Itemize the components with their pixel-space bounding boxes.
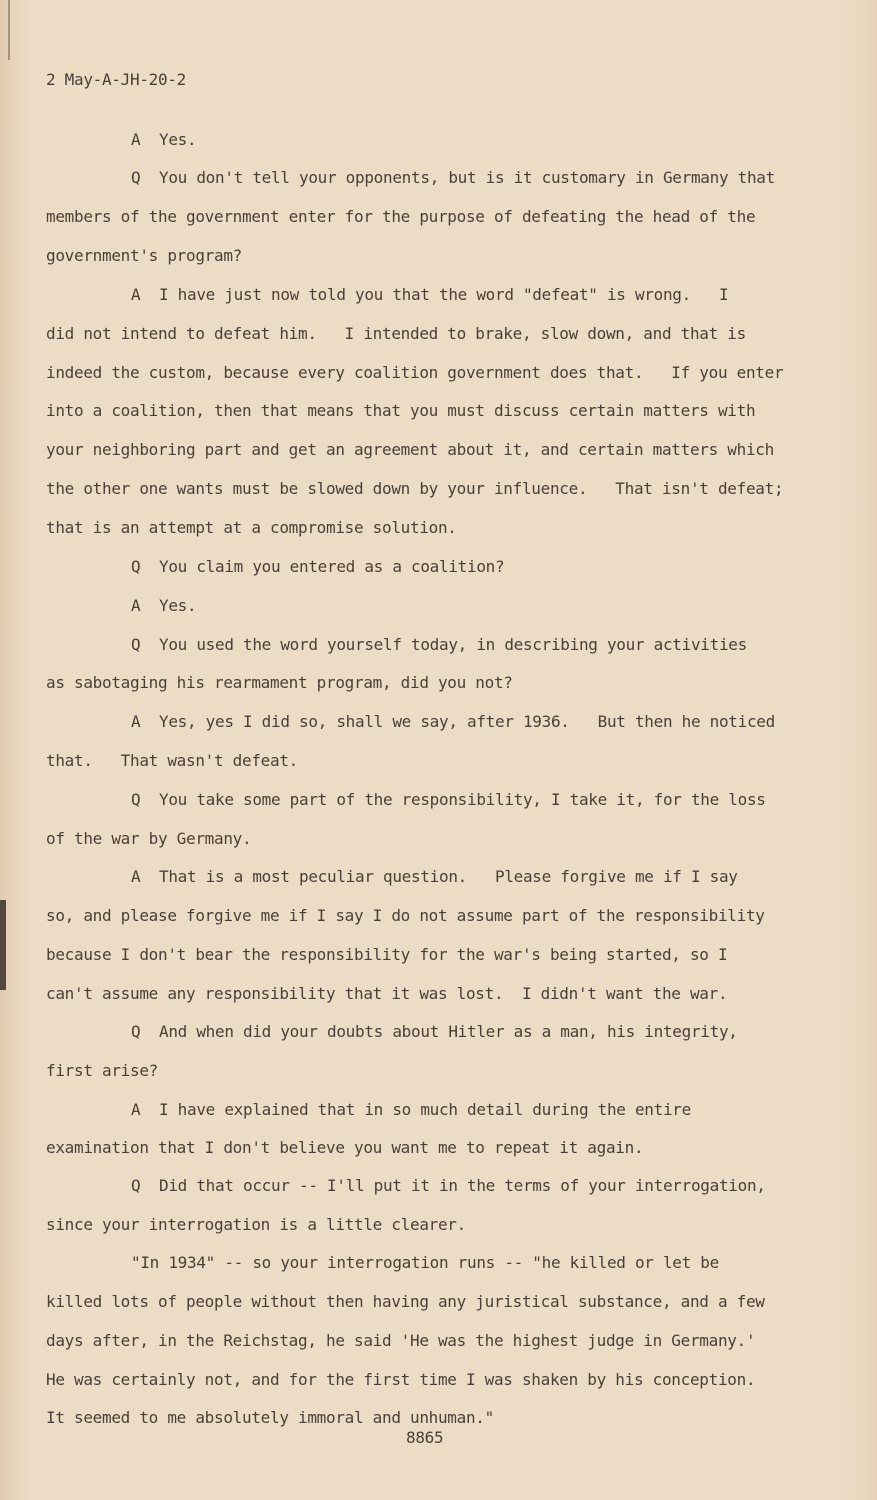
text-line: killed lots of people without then having any juristical substance, and a few — [46, 1292, 765, 1311]
text-line: because I don't bear the responsibility for the war's being started, so I — [46, 945, 728, 964]
text-line: A Yes. — [131, 596, 197, 615]
text-line: Q You take some part of the responsibility, I take it, for the loss — [131, 790, 766, 809]
text-line: the other one wants must be slowed down by your influence. That isn't defeat; — [46, 479, 784, 498]
text-line: government's program? — [46, 246, 242, 265]
text-line: "In 1934" -- so your interrogation runs -- "he killed or let be — [131, 1253, 719, 1272]
text-line: into a coalition, then that means that you must discuss certain matters with — [46, 401, 756, 420]
text-line: members of the government enter for the purpose of defeating the head of the — [46, 207, 756, 226]
text-line: Q You claim you entered as a coalition? — [131, 557, 505, 576]
text-line: It seemed to me absolutely immoral and unhuman." — [46, 1408, 494, 1427]
header-ref: 2 May-A-JH-20-2 — [46, 70, 186, 89]
text-line: A Yes, yes I did so, shall we say, after 1936. But then he noticed — [131, 712, 775, 731]
text-line: did not intend to defeat him. I intended to brake, slow down, and that is — [46, 324, 746, 343]
text-line: that. That wasn't defeat. — [46, 751, 298, 770]
text-line: days after, in the Reichstag, he said 'He was the highest judge in Germany.' — [46, 1331, 756, 1350]
text-line: Q Did that occur -- I'll put it in the terms of your interrogation, — [131, 1176, 766, 1195]
text-line: since your interrogation is a little clearer. — [46, 1215, 466, 1234]
text-line: indeed the custom, because every coalition government does that. If you enter — [46, 363, 784, 382]
text-line: that is an attempt at a compromise solution. — [46, 518, 457, 537]
text-line: of the war by Germany. — [46, 829, 252, 848]
text-line: A That is a most peculiar question. Please forgive me if I say — [131, 867, 738, 886]
text-line: so, and please forgive me if I say I do not assume part of the responsibility — [46, 906, 765, 925]
text-line: Q And when did your doubts about Hitler as a man, his integrity, — [131, 1022, 738, 1041]
text-line: your neighboring part and get an agreement about it, and certain matters which — [46, 440, 774, 459]
text-line: Q You used the word yourself today, in describing your activities — [131, 635, 747, 654]
text-line: A I have just now told you that the word "defeat" is wrong. I — [131, 285, 729, 304]
text-line: examination that I don't believe you want me to repeat it again. — [46, 1138, 644, 1157]
text-line: Q You don't tell your opponents, but is it customary in Germany that — [131, 168, 775, 187]
page-number: 8865 — [406, 1428, 444, 1447]
text-line: can't assume any responsibility that it was lost. I didn't want the war. — [46, 984, 728, 1003]
text-line: first arise? — [46, 1061, 158, 1080]
text-line: A Yes. — [131, 130, 197, 149]
text-line: as sabotaging his rearmament program, did you not? — [46, 673, 513, 692]
text-line: He was certainly not, and for the first time I was shaken by his conception. — [46, 1370, 756, 1389]
text-line: A I have explained that in so much detail during the entire — [131, 1100, 691, 1119]
